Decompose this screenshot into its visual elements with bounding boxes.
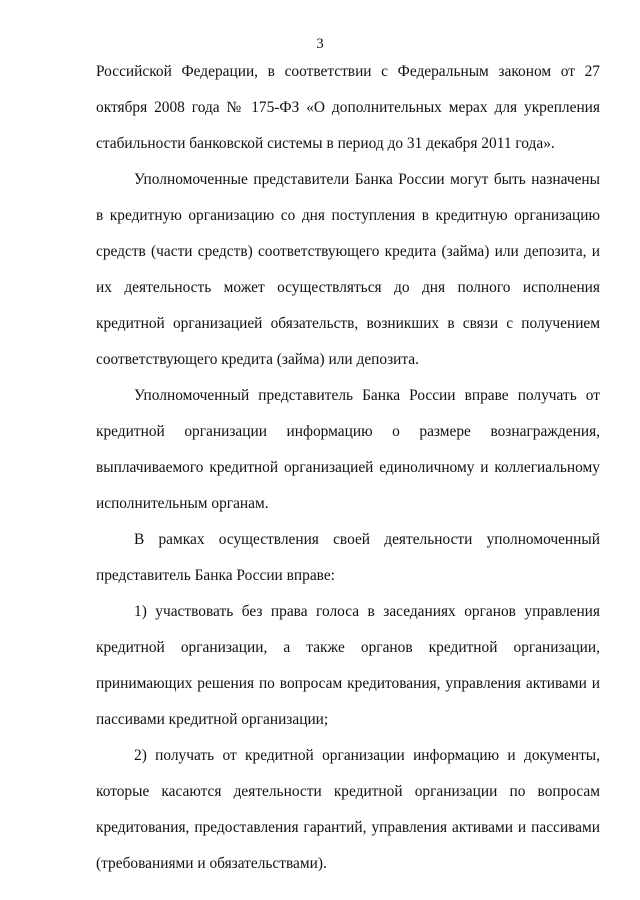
- list-item-2: 2) получать от кредитной организации информацию и документы, которые касаются деятельности кредитной организации по вопросам кредитования, предоставления гарантий, управления активами и пассивами (требованиями и обязательствами).: [96, 747, 600, 872]
- paragraph-representatives-appointment: Уполномоченные представители Банка России могут быть назначены в кредитную организацию со дня поступления в кредитную организацию средств (части средств) соответствующего кредита (займа) или депозита, и их деятельность может осуществляться до дня полного исполнения кредитной организацией обязательств, возникших в связи с получением соответствующего кредита (займа) или депозита.: [96, 171, 600, 368]
- paragraph-remuneration-info: Уполномоченный представитель Банка России вправе получать от кредитной организации информацию о размере вознаграждения, выплачиваемого кредитной организацией единоличному и коллегиальному исполнительным органам.: [96, 387, 600, 512]
- paragraph-continuation: Российской Федерации, в соответствии с Федеральным законом от 27 октября 2008 года № 175-ФЗ «О дополнительных мерах для укрепления стабильности банковской системы в период до 31 декабря 2011 года».: [96, 63, 600, 152]
- list-item-1: 1) участвовать без права голоса в заседаниях органов управления кредитной организации, а также органов кредитной организации, принимающих решения по вопросам кредитования, управления активами и пассивами кредитной организации;: [96, 603, 600, 728]
- document-body: [96, 54, 600, 882]
- page-number: 3: [316, 36, 324, 52]
- paragraph-rights-intro: В рамках осуществления своей деятельности уполномоченный представитель Банка России вправе:: [96, 531, 600, 584]
